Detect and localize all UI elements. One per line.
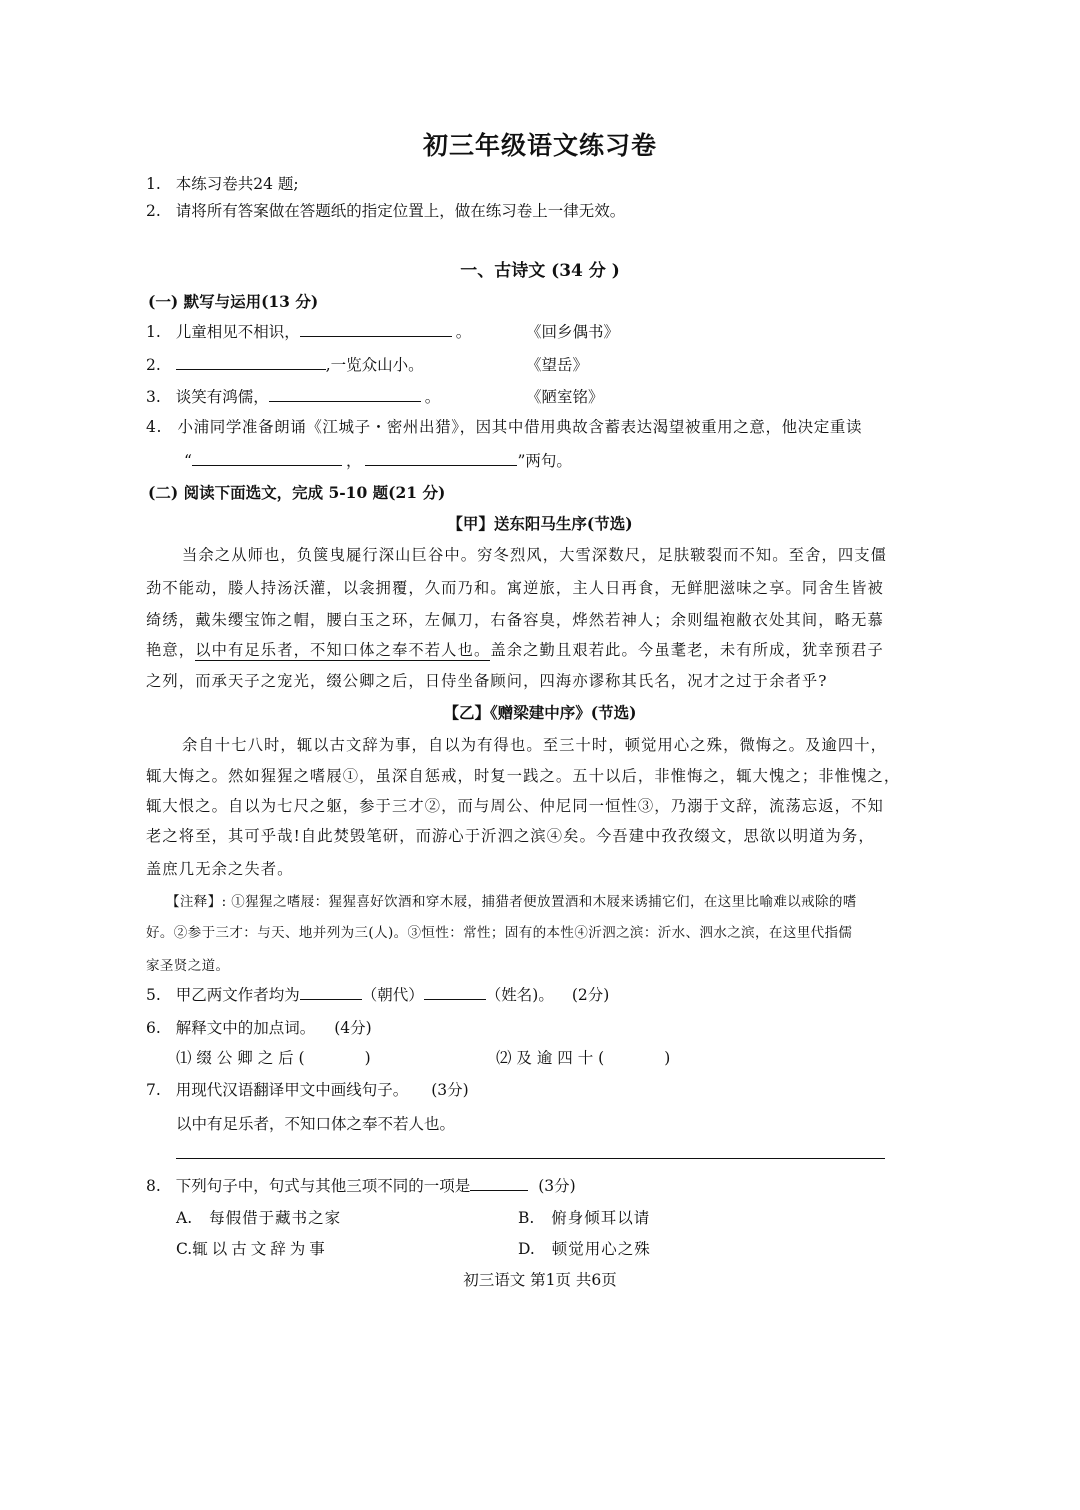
instruction-num: 2. xyxy=(146,202,161,220)
option-label: B. xyxy=(518,1209,535,1227)
question-8 xyxy=(146,1174,576,1196)
passage-b-line: 盖庶几无余之失者。 xyxy=(146,860,294,878)
answer-blank[interactable] xyxy=(424,985,486,1000)
question-7 xyxy=(146,1078,469,1100)
part2-heading: (二) 阅读下面选文，完成 5-10 题(21 分) xyxy=(148,483,446,502)
option-d xyxy=(518,1237,651,1259)
option-b xyxy=(518,1206,650,1228)
answer-blank[interactable] xyxy=(300,985,362,1000)
question-4-blanks xyxy=(184,449,572,471)
question-end: ,一览众山小。 xyxy=(325,356,424,374)
option-label: A. xyxy=(176,1209,193,1227)
page-title: 初三年级语文练习卷 xyxy=(422,131,657,160)
passage-b-line: 余自十七八时，辄以古文辞为事，自以为有得也。至三十时，顿觉用心之殊，微悔之。及逾四十， xyxy=(182,736,888,754)
score: (3分) xyxy=(431,1081,469,1099)
question-num: 3. xyxy=(146,388,161,406)
question-1 xyxy=(146,320,471,342)
option-text: 辄以古文辞为事 xyxy=(192,1240,329,1258)
item-text: ⑵ 及 逾 四 十 ( xyxy=(496,1049,605,1067)
question-num: 4. xyxy=(146,418,162,436)
question-end: （姓名)。 xyxy=(485,986,554,1004)
question-mid: （朝代） xyxy=(361,986,424,1004)
quote-mark: “ xyxy=(184,452,192,470)
passage-b-title: 【乙】《赠梁建中序》(节选) xyxy=(443,703,637,722)
underlined-sentence: 以中有足乐者，不知口体之奉不若人也。 xyxy=(195,641,491,659)
option-c xyxy=(176,1237,329,1259)
score: (4分) xyxy=(334,1019,372,1037)
question-6-item-1 xyxy=(176,1046,371,1068)
notes-line: 家圣贤之道。 xyxy=(146,958,230,974)
question-text: 甲乙两文作者均为 xyxy=(175,986,300,1004)
question-end: 。 xyxy=(455,323,472,341)
answer-blank[interactable] xyxy=(470,1176,528,1191)
question-text: 下列句子中，句式与其他三项不同的一项是 xyxy=(175,1177,471,1195)
answer-blank[interactable] xyxy=(300,322,452,337)
comma: ， xyxy=(345,452,362,470)
option-text: 俯身倾耳以请 xyxy=(551,1209,651,1227)
passage-text: 艳意， xyxy=(146,641,196,659)
instruction-text: 请将所有答案做在答题纸的指定位置上，做在练习卷上一律无效。 xyxy=(175,202,626,220)
passage-a-line: 当余之从师也，负箧曳屣行深山巨谷中。穷冬烈风，大雪深数尺，足肤皲裂而不知。至舍，四支僵 xyxy=(182,546,888,564)
notes-line: 【注释】: ①猩猩之嗜屐：猩猩喜好饮酒和穿木屐，捕猎者便放置酒和木屐来诱捕它们，在这里比喻难以戒除的嗜 xyxy=(166,894,857,910)
passage-b-line: 辄大悔之。然如猩猩之嗜屐①，虽深自惩戒，时复一践之。五十以后，非惟悔之，辄大愧之；非惟愧之， xyxy=(146,767,901,785)
question-end: ”两句。 xyxy=(517,452,572,470)
question-text: 谈笑有鸿儒， xyxy=(175,388,269,406)
question-num: 1. xyxy=(146,323,161,341)
question-text: 小浦同学准备朗诵《江城子・密州出猎》，因其中借用典故含蓄表达渴望被重用之意，他决定重读 xyxy=(177,418,863,436)
option-text: 顿觉用心之殊 xyxy=(551,1240,651,1258)
question-6-item-2 xyxy=(496,1046,670,1068)
section-heading: 一、古诗文 (34 分 ) xyxy=(460,261,620,281)
option-text: 每假借于藏书之家 xyxy=(209,1209,342,1227)
passage-a-title: 【甲】送东阳马生序(节选) xyxy=(447,514,633,533)
answer-blank[interactable] xyxy=(192,451,342,466)
passage-b-line: 辄大恨之。自以为七尺之躯，参于三才②，而与周公、仲尼同一恒性③，乃溺于文辞，流荡忘返，不知 xyxy=(146,797,884,815)
passage-a-line: 之列，而承天子之宠光，缀公卿之后，日侍坐备顾问，四海亦谬称其氏名，况才之过于余者乎? xyxy=(146,672,828,690)
passage-a-line: 绮绣，戴朱缨宝饰之帽，腰白玉之环，左佩刀，右备容臭，烨然若神人；余则缊袍敝衣处其间，略无慕 xyxy=(146,611,884,629)
answer-line[interactable] xyxy=(176,1158,885,1159)
answer-blank[interactable] xyxy=(269,387,421,402)
question-end: 。 xyxy=(424,388,441,406)
notes-line: 好。②参于三才：与天、地并列为三(人)。③恒性：常性；固有的本性④沂泗之滨：沂水、泗水之滨，在这里代指儒 xyxy=(146,925,853,941)
part1-heading: (一) 默写与运用(13 分) xyxy=(148,292,319,311)
question-num: 6. xyxy=(146,1019,161,1037)
question-num: 2. xyxy=(146,356,161,374)
question-text: 儿童相见不相识， xyxy=(175,323,300,341)
score: (3分) xyxy=(538,1177,576,1195)
instruction-text: 本练习卷共24 题; xyxy=(175,175,299,193)
passage-a-line: 劲不能动，媵人持汤沃灌，以衾拥覆，久而乃和。寓逆旅，主人日再食，无鲜肥滋味之享。同舍生皆被 xyxy=(146,579,884,597)
passage-b-line: 老之将至，其可乎哉!自此焚毁笔研，而游心于沂泗之滨④矣。今吾建中孜孜缀文，思欲以明道为务， xyxy=(146,827,875,845)
option-label: C. xyxy=(176,1240,193,1258)
score: (2分) xyxy=(571,986,610,1004)
passage-text: 盖余之勤且艰若此。今虽耄老，未有所成，犹幸预君子 xyxy=(490,641,884,659)
question-2 xyxy=(146,353,424,375)
question-6 xyxy=(146,1016,372,1038)
source-title: 《陋室铭》 xyxy=(526,388,604,406)
option-a xyxy=(176,1206,341,1228)
question-text: 解释文中的加点词。 xyxy=(175,1019,316,1037)
source-title: 《回乡偶书》 xyxy=(526,323,620,341)
question-5 xyxy=(146,983,609,1005)
answer-blank[interactable] xyxy=(176,355,326,370)
instruction-1 xyxy=(146,172,299,194)
item-close: ) xyxy=(664,1049,671,1067)
question-text: 用现代汉语翻译甲文中画线句子。 xyxy=(175,1081,409,1099)
passage-a-line xyxy=(146,638,884,660)
question-num: 5. xyxy=(146,986,161,1004)
question-num: 7. xyxy=(146,1081,161,1099)
question-num: 8. xyxy=(146,1177,161,1195)
answer-blank[interactable] xyxy=(365,451,517,466)
instruction-num: 1. xyxy=(146,175,161,193)
question-4 xyxy=(146,415,862,437)
question-3 xyxy=(146,385,440,407)
question-7-sentence: 以中有足乐者，不知口体之奉不若人也。 xyxy=(176,1115,456,1133)
page-footer: 初三语文 第1页 共6页 xyxy=(463,1271,617,1289)
item-text: ⑴ 缀 公 卿 之 后 ( xyxy=(176,1049,305,1067)
option-label: D. xyxy=(518,1240,535,1258)
source-title: 《望岳》 xyxy=(526,356,589,374)
instruction-2 xyxy=(146,199,625,221)
item-close: ) xyxy=(364,1049,371,1067)
